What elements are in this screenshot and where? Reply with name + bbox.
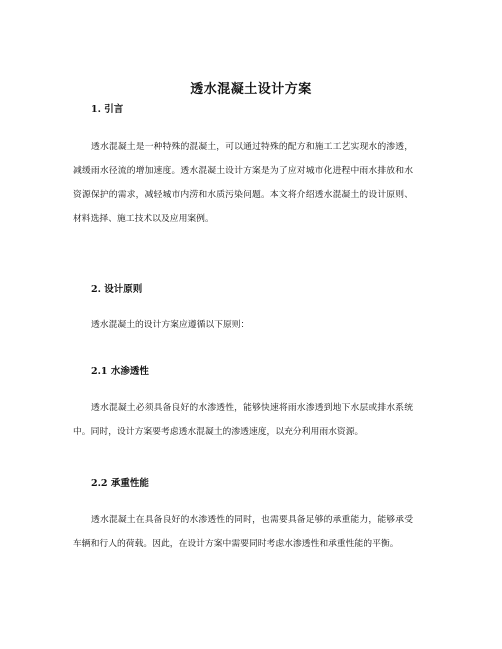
section-heading-water-permeability: 2.1 水渗透性 [91, 366, 149, 377]
section-body-water-permeability: 透水混凝土必须具备良好的水渗透性，能够快速将雨水渗透到地下水层或排水系统中。同时，设计方案要考虑透水混凝土的渗透速度，以充分利用雨水资源。 [73, 403, 413, 437]
section-heading-design-principles: 2. 设计原则 [91, 284, 143, 295]
section-heading-load-bearing: 2.2 承重性能 [91, 478, 149, 489]
document-title: 透水混凝土设计方案 [190, 82, 312, 97]
section-body-design-principles: 透水混凝土的设计方案应遵循以下原则： [91, 320, 250, 330]
section-heading-introduction: 1. 引言 [91, 104, 124, 115]
section-body-load-bearing: 透水混凝土在具备良好的水渗透性的同时，也需要具备足够的承重能力，能够承受车辆和行人的荷载。因此，在设计方案中需要同时考虑水渗透性和承重性能的平衡。 [73, 515, 413, 549]
section-body-introduction: 透水混凝土是一种特殊的混凝土，可以通过特殊的配方和施工工艺实现水的渗透，减缓雨水径流的增加速度。透水混凝土设计方案是为了应对城市化进程中雨水排放和水资源保护的需求，减轻城市内涝和水质污染问题。本文将介绍透水混凝土的设计原则、材料选择、施工技术以及应用案例。 [73, 142, 413, 224]
